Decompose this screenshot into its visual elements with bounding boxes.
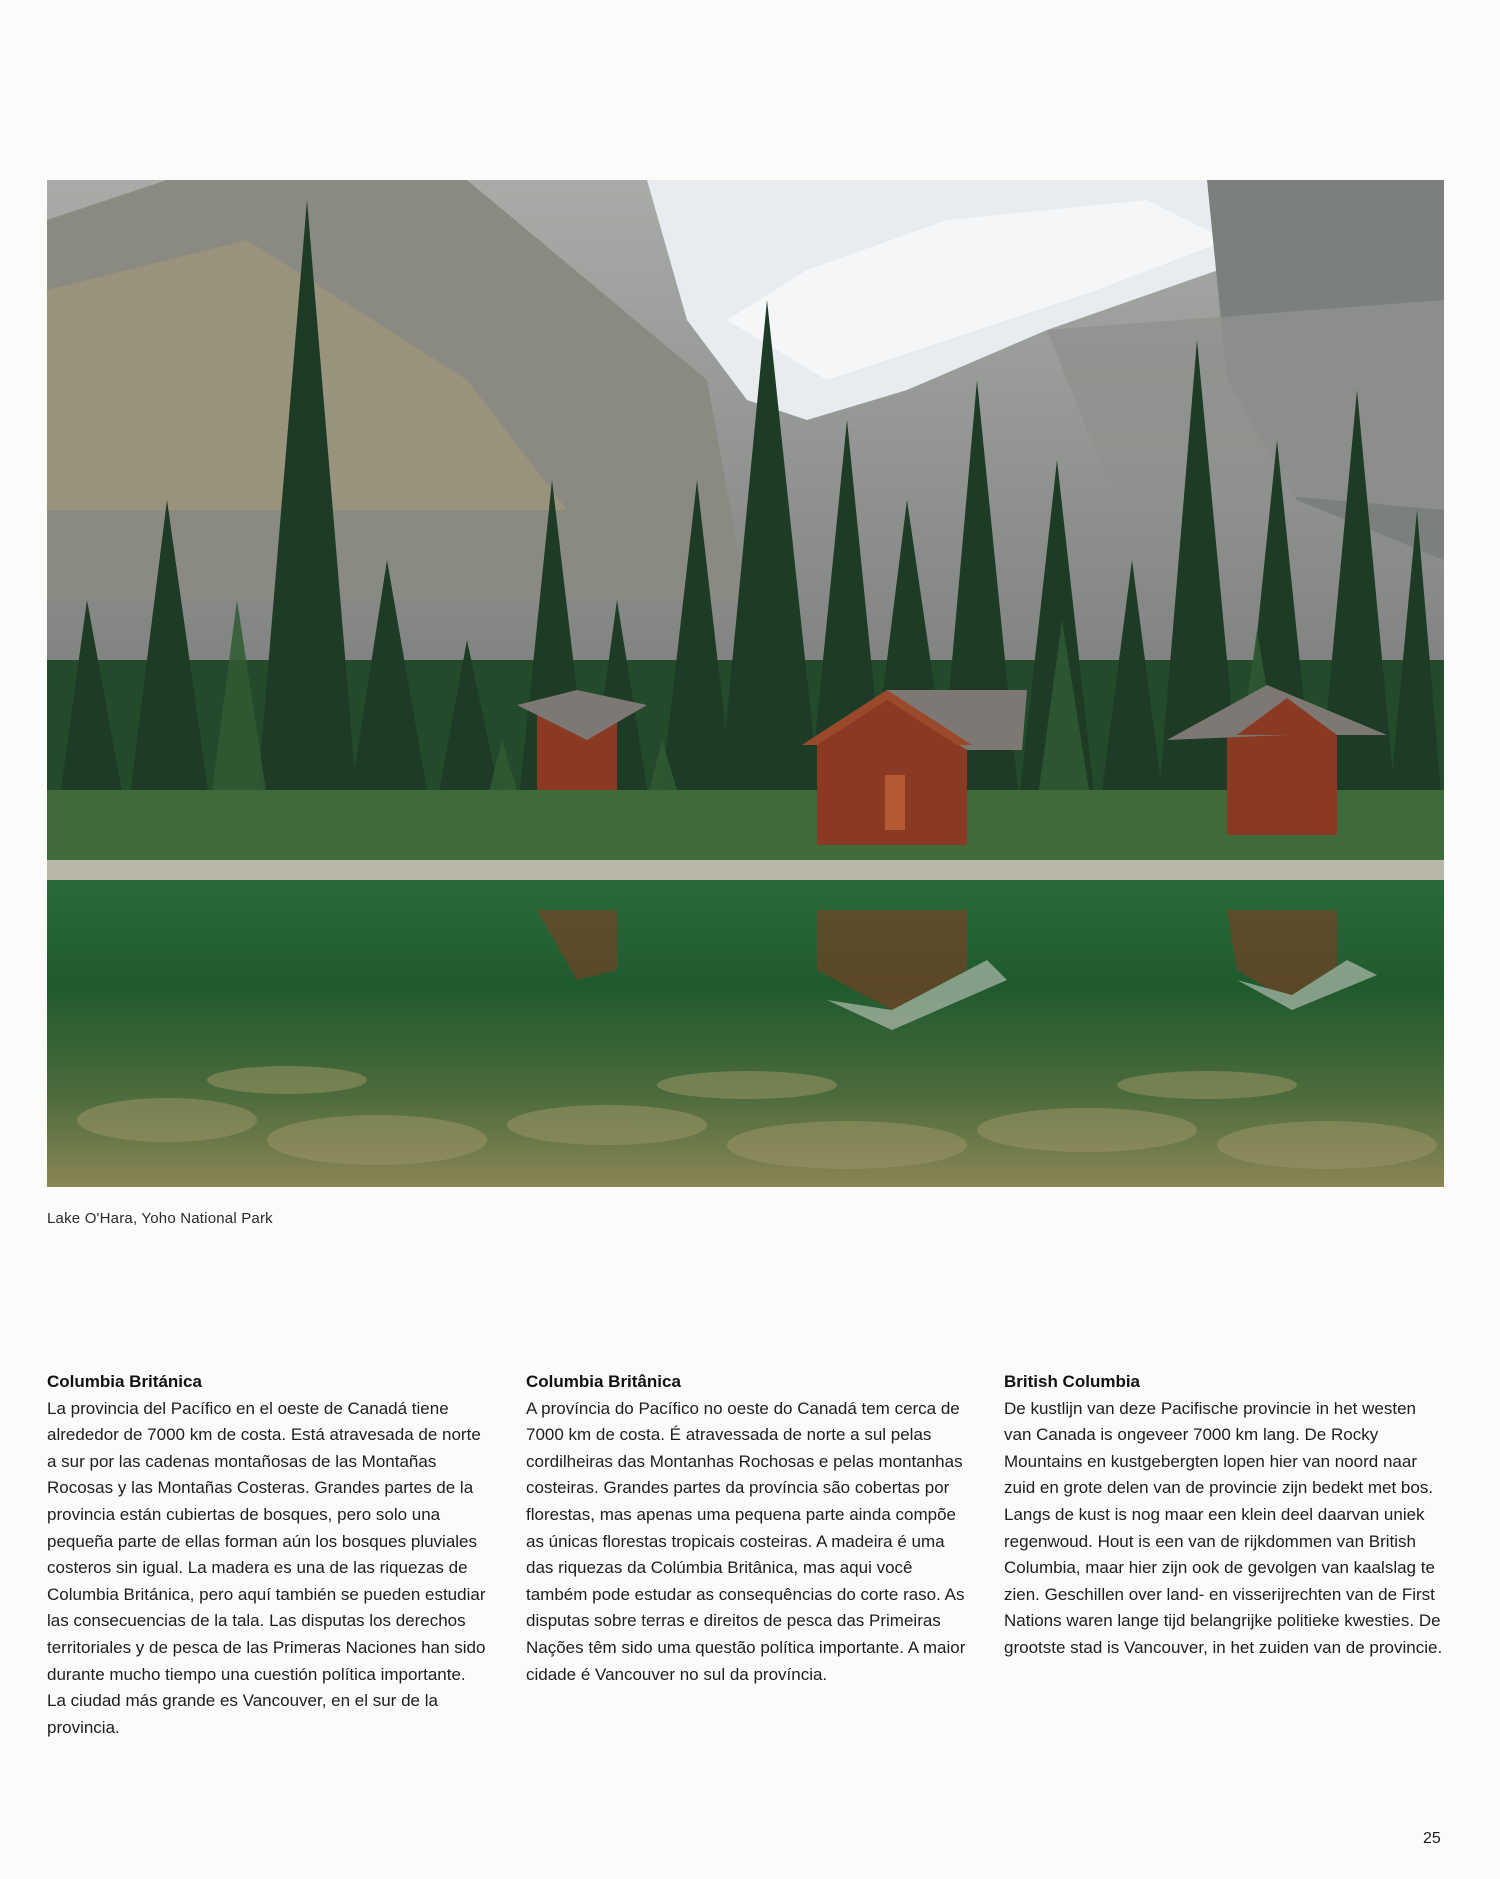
heading-portuguese: Columbia Britânica [526,1372,681,1391]
heading-spanish: Columbia Británica [47,1372,202,1391]
lake-cabins-illustration [47,180,1444,1187]
text-column-dutch [1004,1369,1444,1662]
paragraph-dutch: De kustlijn van deze Pacifische provincie in het westen van Canada is ongeveer 7000 km lang. De Rocky Mountains en kustgebergten lopen hier van noord naar zuid en grote delen van de provincie zijn bedekt met bos. Langs de kust is nog maar een klein deel daarvan uniek regenwoud. Hout is een van de rijkdommen van British Columbia, maar hier zijn ook de gevolgen van kaalslag te zien. Geschillen over land- en visserijrechten van de First Nations waren lange tijd belangrijke politieke kwesties. De grootste stad is Vancouver, in het zuiden van de provincie. [1004,1398,1443,1657]
text-column-portuguese [526,1369,966,1688]
photo-caption: Lake O'Hara, Yoho National Park [47,1210,273,1227]
paragraph-portuguese: A província do Pacífico no oeste do Canadá tem cerca de 7000 km de costa. É atravessada de norte a sul pelas cordilheiras das Montanhas Rochosas e pelas montanhas costeiras. Grandes partes da província são cobertas por florestas, mas apenas uma pequena parte ainda compõe as únicas florestas tropicais costeiras. A madeira é uma das riquezas da Colúmbia Britânica, mas aqui você também pode estudar as consequências do corte raso. As disputas sobre terras e direitos de pesca das Primeiras Nações têm sido uma questão política importante. A maior cidade é Vancouver no sul da província. [526,1398,966,1684]
heading-dutch: British Columbia [1004,1372,1141,1391]
landscape-photo [47,180,1444,1187]
page-number: 25 [1423,1830,1441,1847]
text-column-spanish [47,1369,487,1741]
paragraph-spanish: La provincia del Pacífico en el oeste de Canadá tiene alrededor de 7000 km de costa. Está atravesada de norte a sur por las cadenas montañosas de las Montañas Rocosas y las Montañas Costeras. Grandes partes de la provincia están cubiertas de bosques, pero solo una pequeña parte de ellas forman aún los bosques pluviales costeros sin igual. La madera es una de las riquezas de Columbia Británica, pero aquí también se pueden estudiar las consecuencias de la tala. Las disputas los derechos territoriales y de pesca de las Primeras Naciones han sido durante mucho tiempo una cuestión política importante. La ciudad más grande es Vancouver, en el sur de la provincia. [47,1398,486,1737]
rocky-shore [47,860,1444,882]
